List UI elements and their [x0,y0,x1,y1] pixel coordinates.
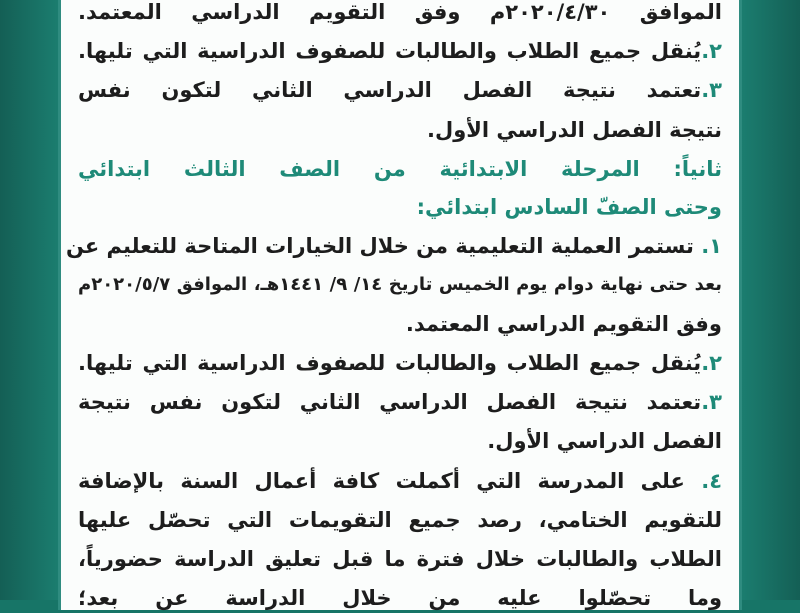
line-text: تعتمد نتيجة الفصل الدراسي الثاني لتكون نفس نتيجة [78,390,702,414]
item-number: ١. [701,234,722,258]
item-number: ٢. [701,351,722,375]
line-text: نتيجة الفصل الدراسي الأول. [427,118,722,142]
section-heading [78,154,722,184]
list-item [78,75,722,105]
line-text: يُنقل جميع الطلاب والطالبات للصفوف الدراسية التي تليها. [78,39,702,63]
section-heading [78,192,722,222]
item-number: ٢. [701,39,722,63]
text-line [78,270,722,300]
line-text: تعتمد نتيجة الفصل الدراسي الثاني لتكون نفس [78,78,702,102]
line-text: وفق التقويم الدراسي المعتمد. [405,312,722,336]
line-text: الموافق ٢٠٢٠/٤/٣٠م وفق التقويم الدراسي المعتمد. [78,0,722,24]
text-line [78,583,722,613]
line-text: الطلاب والطالبات خلال فترة ما قبل تعليق الدراسة حضورياً، [78,547,722,571]
item-number: ٣. [701,78,722,102]
background-left [0,0,58,600]
text-line [78,544,722,574]
list-item [78,466,722,496]
item-number: ٣. [701,390,722,414]
list-item [78,348,722,378]
item-number: ٤. [701,469,723,493]
line-text: على المدرسة التي أكملت كافة أعمال السنة بالإضافة [78,469,685,493]
text-line [78,505,722,535]
line-text: للتقويم الختامي، رصد جميع التقويمات التي تحصّل عليها [78,508,722,532]
line-text: وما تحصّلوا عليه من خلال الدراسة عن بعد؛ [78,586,722,610]
list-item [78,36,722,66]
heading-text: وحتى الصفّ السادس ابتدائي: [416,195,722,219]
text-line [78,426,722,456]
text-line [78,0,722,27]
heading-text: ثانياً: المرحلة الابتدائية من الصف الثالث ابتدائي [78,157,722,181]
line-text: يُنقل جميع الطلاب والطالبات للصفوف الدراسية التي تليها. [78,351,702,375]
line-text: الفصل الدراسي الأول. [487,429,722,453]
text-line [78,309,722,339]
list-item [65,231,722,261]
line-text: بعد حتى نهاية دوام يوم الخميس تاريخ ١٤/ ٩/ ١٤٤١هـ، الموافق ٢٠٢٠/٥/٧م [78,274,723,295]
text-line [78,115,722,145]
line-text: تستمر العملية التعليمية من خلال الخيارات المتاحة للتعليم عن [65,234,694,258]
list-item [78,387,722,417]
background-right [742,0,800,600]
